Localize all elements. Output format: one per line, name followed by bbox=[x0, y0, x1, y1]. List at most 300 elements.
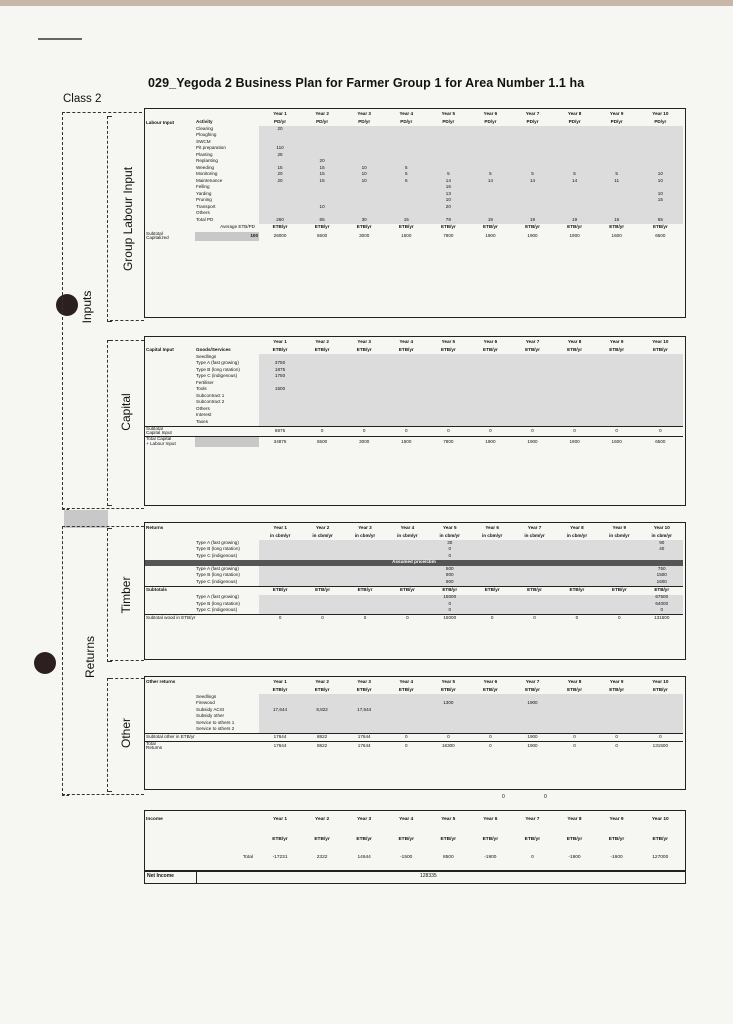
row-label: Subsidy ACSI bbox=[196, 706, 225, 712]
table-row bbox=[145, 608, 683, 615]
cell-value: 10 bbox=[343, 165, 385, 172]
year-header: Year 9 bbox=[612, 524, 627, 530]
subtotal-value: 0 bbox=[406, 614, 409, 620]
unit-header: PD/yr bbox=[442, 118, 455, 124]
unit-header: ETB/yr bbox=[652, 837, 669, 843]
subtotal-value: 0 bbox=[573, 427, 576, 433]
cell-value: 15000 bbox=[429, 595, 471, 602]
unit-header: ETB/yr bbox=[356, 837, 372, 843]
year-header: Year 6 bbox=[485, 524, 499, 530]
total-value: 0 bbox=[404, 742, 408, 748]
unit-header: ETB/yr bbox=[611, 587, 627, 593]
year-header: Year 7 bbox=[525, 678, 540, 684]
unit-header: ETB/yr bbox=[356, 224, 372, 230]
cell-value bbox=[344, 608, 386, 615]
total-value: 1900 bbox=[527, 742, 538, 748]
cell-value bbox=[385, 727, 427, 734]
subtotal-label: Subtotal Capitalized bbox=[146, 230, 169, 241]
table-row bbox=[145, 727, 683, 734]
table-row bbox=[145, 419, 683, 426]
year-header: Year 4 bbox=[399, 338, 414, 344]
row-label: Type A (fast growing) bbox=[196, 360, 239, 366]
returns-section-label: Returns bbox=[83, 635, 97, 679]
cell-value bbox=[385, 419, 427, 426]
labour-corner-label: Labour Input bbox=[146, 120, 175, 125]
unit-header: ETB/yr bbox=[440, 837, 457, 843]
total-value: 1900 bbox=[527, 438, 538, 444]
row-label: Total PD bbox=[196, 216, 214, 222]
row-label: Type B (long rotation) bbox=[196, 572, 240, 578]
cell-value bbox=[556, 608, 598, 615]
cell-value bbox=[259, 419, 301, 426]
year-header: Year 3 bbox=[357, 678, 371, 684]
capital-bracket bbox=[107, 340, 112, 506]
year-header: Year 3 bbox=[357, 816, 372, 822]
year-header: Year 3 bbox=[357, 110, 371, 116]
cell-value bbox=[469, 419, 511, 426]
below-value: 0 bbox=[544, 794, 547, 800]
subtotal-value: 1900 bbox=[569, 232, 580, 238]
cell-value bbox=[596, 727, 638, 734]
total-value: 1500 bbox=[401, 438, 412, 444]
labour-table bbox=[145, 110, 683, 241]
subtotal-other-label: Subtotal other in ETB/yr bbox=[146, 733, 195, 739]
total-value: 17644 bbox=[357, 742, 371, 748]
unit-header: PD/yr bbox=[274, 118, 287, 124]
unit-header: in cbm/yr bbox=[354, 532, 376, 538]
row-label: Type B (long rotation) bbox=[196, 546, 240, 552]
cell-value bbox=[638, 727, 683, 734]
year-header: Year 1 bbox=[273, 110, 287, 116]
cell-value: 1875 bbox=[259, 367, 301, 374]
subtotal-value: 1900 bbox=[527, 232, 538, 238]
row-label: Transport bbox=[196, 203, 216, 209]
unit-header: PD/yr bbox=[654, 118, 667, 124]
cell-value bbox=[596, 419, 638, 426]
income-total-label: Total bbox=[242, 854, 253, 860]
cell-value bbox=[554, 727, 596, 734]
unit-header: ETB/yr bbox=[272, 224, 288, 230]
unit-header: in cbm/yr bbox=[481, 532, 503, 538]
unit-header: ETB/yr bbox=[314, 346, 330, 352]
cell-value bbox=[301, 608, 343, 615]
row-label: Subsidy other bbox=[196, 713, 225, 719]
total-value: 6500 bbox=[317, 438, 328, 444]
unit-header: in cbm/yr bbox=[269, 532, 291, 538]
subtotal-value: 0 bbox=[447, 427, 450, 433]
total-value: 6500 bbox=[655, 438, 666, 444]
cell-value bbox=[344, 579, 386, 586]
row-label: Type A (fast growing) bbox=[196, 539, 239, 545]
other-subsection-label: Other bbox=[119, 718, 133, 749]
cell-value: 5 bbox=[385, 172, 427, 179]
capital-subsection-label: Capital bbox=[119, 393, 133, 431]
year-header: Year 3 bbox=[357, 338, 371, 344]
year-header: Year 5 bbox=[441, 816, 456, 822]
year-header: Year 7 bbox=[525, 816, 540, 822]
cell-value: 5 bbox=[385, 165, 427, 172]
cell-value: 1500 bbox=[641, 573, 683, 580]
cell-value bbox=[556, 579, 598, 586]
total-value: 34875 bbox=[273, 438, 287, 444]
cell-value bbox=[427, 727, 469, 734]
subtotal-value: 0 bbox=[533, 614, 536, 620]
year-header: Year 5 bbox=[442, 524, 457, 530]
subtotal-value: 0 bbox=[404, 733, 408, 739]
divider bbox=[62, 508, 144, 509]
cell-value: 15 bbox=[385, 217, 427, 224]
cell-value: 19 bbox=[469, 217, 511, 224]
cell-value bbox=[513, 579, 555, 586]
unit-header: ETB/yr bbox=[399, 587, 415, 593]
subtotal-value: 0 bbox=[573, 733, 576, 739]
cell-value: 10 bbox=[427, 198, 469, 205]
subtotal-value: 6500 bbox=[655, 232, 666, 238]
unit-header: ETB/yr bbox=[608, 837, 625, 843]
unit-header: ETB/yr bbox=[357, 587, 373, 593]
cell-value: 500 bbox=[429, 566, 471, 573]
avg-etb-label: Average ETB/PD bbox=[220, 224, 255, 230]
subtotal-value: 0 bbox=[531, 427, 534, 433]
year-header: Year 2 bbox=[315, 110, 329, 116]
subtotal-value: 15000 bbox=[443, 614, 457, 620]
cell-value: 10 bbox=[343, 172, 385, 179]
cell-value: 78 bbox=[427, 217, 469, 224]
income-value: -17231 bbox=[272, 854, 288, 860]
unit-header: ETB/yr bbox=[652, 346, 668, 352]
cell-value: 5 bbox=[469, 172, 511, 179]
returns-bracket bbox=[62, 526, 69, 796]
unit-header: ETB/yr bbox=[483, 224, 498, 230]
total-value: 131500 bbox=[652, 742, 669, 748]
subtotal-value: 0 bbox=[489, 427, 492, 433]
divider bbox=[62, 112, 142, 113]
unit-header: ETB/yr bbox=[314, 224, 330, 230]
activity-header: Activity bbox=[196, 118, 213, 124]
cell-value bbox=[554, 419, 596, 426]
unit-header: ETB/yr bbox=[654, 587, 670, 593]
subtotal-value: 0 bbox=[575, 614, 579, 620]
cell-value: 0 bbox=[429, 601, 471, 608]
year-header: Year 2 bbox=[315, 678, 329, 684]
cell-value: 5 bbox=[554, 172, 596, 179]
total-value: 1900 bbox=[569, 438, 580, 444]
unit-header: in cbm/yr bbox=[397, 532, 418, 538]
subtotal-value: 0 bbox=[615, 427, 618, 433]
year-header: Year 4 bbox=[399, 816, 414, 822]
income-value: 2322 bbox=[316, 854, 328, 860]
other-rows bbox=[145, 694, 683, 734]
year-header: Year 8 bbox=[567, 110, 582, 116]
cell-value: 110 bbox=[259, 146, 301, 153]
subtotal-value: 0 bbox=[321, 614, 324, 620]
labour-rows bbox=[145, 126, 683, 224]
cell-value: 14 bbox=[554, 178, 596, 185]
unit-header: ETB/yr bbox=[566, 837, 583, 843]
cell-value: 15 bbox=[301, 172, 343, 179]
year-header: Year 6 bbox=[483, 110, 498, 116]
row-label: Pit preparation bbox=[196, 145, 226, 151]
row-label: Others bbox=[196, 405, 210, 411]
subtotal-value: 8822 bbox=[317, 733, 328, 739]
cell-value bbox=[301, 579, 343, 586]
cell-value: 17,644 bbox=[343, 707, 385, 714]
subtotal-value: 6500 bbox=[317, 232, 328, 238]
cell-value: 750 bbox=[641, 566, 683, 573]
cell-value: 15 bbox=[301, 165, 343, 172]
cell-value bbox=[598, 579, 640, 586]
unit-header: ETB/yr bbox=[525, 686, 540, 692]
unit-header: ETB/yr bbox=[652, 224, 668, 230]
row-label: Type A (fast growing) bbox=[196, 594, 239, 600]
cell-value: 19 bbox=[511, 217, 553, 224]
punch-hole bbox=[34, 652, 56, 674]
cell-value: 260 bbox=[259, 217, 301, 224]
subtotal-value: 0 bbox=[659, 733, 662, 739]
avg-etb-value: 100 bbox=[195, 232, 259, 242]
row-label: Yarding bbox=[196, 190, 212, 196]
other-bracket bbox=[107, 678, 112, 792]
row-label: Type B (long rotation) bbox=[196, 366, 240, 372]
year-header: Year 10 bbox=[652, 110, 669, 116]
total-returns-label: Total Returns bbox=[146, 740, 163, 751]
pen-mark bbox=[38, 38, 82, 40]
subtotal-value: 1600 bbox=[611, 232, 622, 238]
class-label: Class 2 bbox=[63, 93, 102, 105]
cell-value bbox=[471, 579, 513, 586]
cell-value bbox=[511, 727, 553, 734]
cell-divider bbox=[196, 870, 197, 883]
unit-header: ETB/yr bbox=[609, 346, 625, 352]
capital-rows bbox=[145, 354, 683, 426]
year-header: Year 9 bbox=[609, 338, 624, 344]
year-header: Year 10 bbox=[652, 338, 669, 344]
cell-value: 30 bbox=[429, 540, 471, 547]
divider bbox=[62, 794, 144, 795]
row-label: Ploughing bbox=[196, 132, 217, 138]
cell-value: 5 bbox=[596, 172, 638, 179]
total-value: 17644 bbox=[273, 742, 287, 748]
unit-header: PD/yr bbox=[400, 118, 413, 124]
year-header: Year 3 bbox=[358, 524, 372, 530]
cell-value bbox=[301, 727, 343, 734]
row-label: Planting bbox=[196, 151, 213, 157]
labour-subsection-label: Group Labour Input bbox=[121, 166, 135, 272]
row-label: Type C (indigenous) bbox=[196, 607, 238, 613]
year-header: Year 9 bbox=[609, 110, 624, 116]
total-value: 0 bbox=[573, 742, 576, 748]
year-header: Year 10 bbox=[653, 524, 670, 530]
unit-header: ETB/yr bbox=[272, 587, 288, 593]
income-corner-label: Income bbox=[146, 816, 163, 822]
year-header: Year 9 bbox=[609, 678, 624, 684]
cell-value: 13 bbox=[427, 191, 469, 198]
cell-value bbox=[343, 727, 385, 734]
unit-header: ETB/yr bbox=[398, 346, 414, 352]
cell-value: 40 bbox=[641, 547, 683, 554]
cell-value: 1300 bbox=[427, 701, 469, 708]
unit-header: ETB/yr bbox=[483, 686, 498, 692]
year-header: Year 7 bbox=[525, 110, 540, 116]
cell-value: 14 bbox=[511, 178, 553, 185]
unit-header: ETB/yr bbox=[356, 686, 372, 692]
unit-header: ETB/yr bbox=[272, 686, 288, 692]
timber-bracket bbox=[107, 528, 112, 662]
table-row bbox=[145, 579, 683, 586]
subtotal-value: 0 bbox=[278, 614, 282, 620]
year-header: Year 6 bbox=[483, 678, 498, 684]
goods-header: Goods/Services bbox=[196, 346, 231, 352]
subtotal-value: 0 bbox=[404, 427, 408, 433]
cell-value: 0 bbox=[429, 547, 471, 554]
subtotal-value: 7800 bbox=[443, 232, 454, 238]
year-header: Year 5 bbox=[441, 110, 456, 116]
total-value: 0 bbox=[615, 742, 618, 748]
cell-value: 11 bbox=[596, 178, 638, 185]
subtotal-value: 1900 bbox=[485, 232, 496, 238]
total-value: 7800 bbox=[443, 438, 454, 444]
income-value: -1900 bbox=[568, 854, 581, 860]
row-label: Type A (fast growing) bbox=[196, 565, 239, 571]
year-header: Year 2 bbox=[315, 816, 330, 822]
divider bbox=[110, 320, 144, 321]
cell-value bbox=[343, 419, 385, 426]
subtotal-value: 17644 bbox=[273, 733, 287, 739]
subtotal-value: 0 bbox=[363, 614, 367, 620]
row-label: Service to others 1 bbox=[196, 719, 235, 725]
year-header: Year 2 bbox=[315, 338, 329, 344]
unit-header: ETB/yr bbox=[440, 224, 456, 230]
cell-value: 67500 bbox=[641, 595, 683, 602]
cell-value: 20 bbox=[427, 204, 469, 211]
net-income-row bbox=[144, 870, 686, 884]
row-label: Firewood bbox=[196, 700, 215, 706]
subtotal-value: 0 bbox=[489, 733, 492, 739]
cell-value bbox=[259, 579, 301, 586]
cell-value: 20 bbox=[259, 172, 301, 179]
returns-corner-label: Returns bbox=[146, 524, 164, 530]
unit-header: ETB/yr bbox=[314, 686, 330, 692]
income-value: 127000 bbox=[652, 854, 669, 860]
row-label: Others bbox=[196, 210, 210, 216]
paper-edge bbox=[0, 0, 733, 6]
income-value: -1600 bbox=[610, 854, 623, 860]
row-label: Pruning bbox=[196, 197, 212, 203]
cell-value: 5 bbox=[427, 172, 469, 179]
cell-value: 20 bbox=[301, 159, 343, 166]
unit-header: ETB/yr bbox=[272, 837, 288, 843]
subtotal-value: 0 bbox=[320, 427, 324, 433]
year-header: Year 6 bbox=[483, 338, 498, 344]
year-header: Year 7 bbox=[527, 524, 542, 530]
cell-value: 30 bbox=[343, 217, 385, 224]
other-table bbox=[145, 678, 683, 751]
income-value: -1900 bbox=[484, 854, 497, 860]
total-value: 1900 bbox=[485, 438, 496, 444]
below-value: 0 bbox=[502, 794, 505, 800]
cell-value: 1500 bbox=[259, 387, 301, 394]
total-capital-label: Total Capital + Labour Input bbox=[146, 436, 176, 446]
cell-value: 15 bbox=[259, 165, 301, 172]
cell-value: 10 bbox=[638, 172, 683, 179]
row-label: Monitoring bbox=[196, 171, 218, 177]
year-header: Year 8 bbox=[570, 524, 584, 530]
year-header: Year 7 bbox=[525, 338, 540, 344]
row-label: Seedlings bbox=[196, 353, 217, 359]
cell-value: 20 bbox=[259, 178, 301, 185]
unit-header: ETB/yr bbox=[440, 346, 456, 352]
subtotal-value: 26000 bbox=[273, 232, 287, 238]
year-header: Year 1 bbox=[272, 816, 288, 822]
unit-header: ETB/yr bbox=[482, 837, 499, 843]
total-value: 3000 bbox=[359, 438, 370, 444]
cell-value bbox=[469, 727, 511, 734]
total-value: 8822 bbox=[317, 742, 328, 748]
assumed-price-band: Assumed price/cbm bbox=[145, 560, 683, 567]
row-label: Type C (indigenous) bbox=[196, 552, 238, 558]
unit-header: ETB/yr bbox=[442, 587, 458, 593]
subtotal-label: Subtotal Capital Input bbox=[146, 425, 172, 436]
year-header: Year 5 bbox=[441, 338, 456, 344]
unit-header: ETB/yr bbox=[525, 346, 540, 352]
cell-value bbox=[598, 608, 640, 615]
net-income-label: Net Income bbox=[147, 873, 174, 879]
unit-header: ETB/yr bbox=[567, 224, 582, 230]
unit-header: PD/yr bbox=[316, 118, 329, 124]
other-corner-label: Other returns bbox=[146, 678, 176, 684]
subtotal-value: 1900 bbox=[527, 733, 538, 739]
year-header: Year 4 bbox=[400, 524, 415, 530]
subtotal-value: 0 bbox=[615, 733, 618, 739]
divider bbox=[62, 526, 144, 527]
cell-value: 64000 bbox=[641, 601, 683, 608]
year-header: Year 1 bbox=[273, 678, 287, 684]
year-header: Year 9 bbox=[609, 816, 624, 822]
cell-value: 14 bbox=[427, 178, 469, 185]
unit-header: in cbm/yr bbox=[566, 532, 588, 538]
year-header: Year 6 bbox=[483, 816, 498, 822]
unit-header: in cbm/yr bbox=[312, 532, 333, 538]
row-label: Fertiliser bbox=[196, 379, 214, 385]
cell-value bbox=[386, 579, 428, 586]
divider bbox=[110, 678, 144, 679]
unit-header: ETB/yr bbox=[609, 686, 625, 692]
unit-header: ETB/yr bbox=[398, 837, 414, 843]
row-label: Felling bbox=[196, 184, 210, 190]
inputs-bracket bbox=[62, 112, 69, 510]
cell-value: 65 bbox=[301, 217, 343, 224]
total-value: 0 bbox=[489, 742, 492, 748]
cell-value: 16 bbox=[596, 217, 638, 224]
row-label: Type B (long rotation) bbox=[196, 600, 240, 606]
subtotal-value: 0 bbox=[618, 614, 621, 620]
unit-header: ETB/yr bbox=[440, 686, 456, 692]
year-header: Year 4 bbox=[399, 678, 414, 684]
year-header: Year 8 bbox=[567, 678, 582, 684]
inputs-section-label: Inputs bbox=[80, 290, 94, 324]
year-header: Year 10 bbox=[652, 678, 669, 684]
subtotal-value: 3000 bbox=[359, 232, 370, 238]
unit-header: ETB/yr bbox=[315, 587, 330, 593]
cell-value: 900 bbox=[429, 579, 471, 586]
cell-value bbox=[259, 608, 301, 615]
labour-bracket bbox=[107, 116, 112, 322]
total-value: 1600 bbox=[611, 438, 622, 444]
row-label: Tools bbox=[196, 386, 207, 392]
unit-header: ETB/yr bbox=[272, 346, 288, 352]
year-header: Year 1 bbox=[273, 338, 287, 344]
income-table bbox=[145, 813, 683, 861]
